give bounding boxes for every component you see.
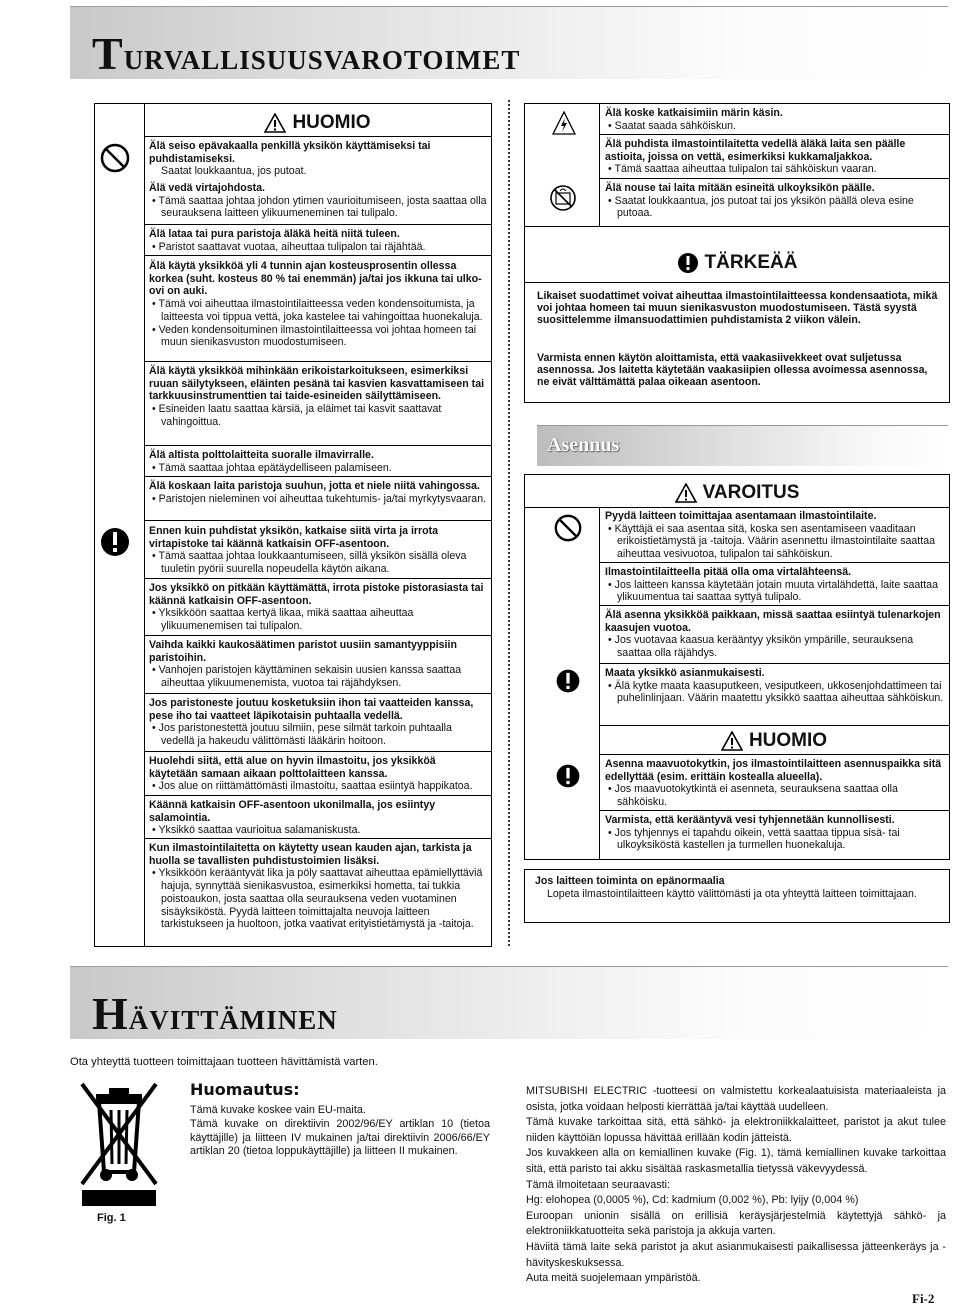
left-entry-9: Vaihda kaikki kaukosäätimen paristot uusiin samantyyppisiin paristoihin. • Vanhojen paristojen käyttäminen sekaisin uusien kanssa saattaa aiheuttaa ylikuumenemista, vuotoa tai räjähdyksen. xyxy=(149,639,487,690)
left-entry-0: Älä seiso epävakaalla penkillä yksikön käyttämiseksi tai puhdistamiseksi. Saatat loukkaantua, jos putoat. xyxy=(149,140,431,178)
left-entry-3: Älä käytä yksikköä yli 4 tunnin ajan kosteusprosentin ollessa korkea (suht. kosteus 80 % tai enemmän) ja/tai jos ikkuna tai ulko-ovi on auki. • Tämä voi aiheuttaa ilmastointilaitteessa veden kondensoitumista, ja laitteesta voi tippua vettä, joka kastelee tai vahingoittaa huonekaluja. • Veden kondensoituminen ilmastointilaitteessa voi johtaa homeen tai muun sienikasvuston muodostumiseen. xyxy=(149,260,487,349)
section-header-disposal xyxy=(70,966,948,1039)
disposal-intro: Ota yhteyttä tuotteen toimittajaan tuotteen hävittämistä varten. xyxy=(70,1056,378,1068)
left-entry-13: Kun ilmastointilaitetta on käytetty usean kauden ajan, tarkista ja huolla se tavallisten puhdistustoimien lisäksi. • Yksikköön kerääntyvät lika ja pöly saattavat aiheuttaa epämiellyttäviä hajuja, synnyttää sienikasvustoa, esimerkiksi hometta, tai tukkia poistoaukon, josta saattaa olla seurauksena veden vuotaminen sisäyksiköstä. Pyydä laitteen toimittajalta neuvoja laitteen tarkistukseen ja huoltoon, jotka vaativat erityistietämystä ja -taitoja. xyxy=(149,842,487,931)
warning-triangle-icon xyxy=(675,483,697,503)
no-water-icon xyxy=(549,184,577,212)
malfunction-content: Jos laitteen toiminta on epänormaalia Lopeta ilmastointilaitteen käyttö välittömästi ja ota yhteyttä laitteen toimittajaan. xyxy=(535,875,917,900)
malfunction-box xyxy=(524,869,950,923)
caution-entry-1: Varmista, että kerääntyvä vesi tyhjennetään kunnollisesti. • Jos tyhjennys ei tapahdu oikein, vettä saattaa tippua sisä- tai ulkoyksiköstä kastellen ja turmellen huonekaluja. xyxy=(605,814,945,852)
warning-header: VAROITUS xyxy=(525,482,949,504)
left-entry-1: Älä vedä virtajohdosta. • Tämä saattaa johtaa johdon ytimen vaurioitumiseen, josta saattaa olla seurauksena laitteen ylikuumeneminen tai tulipalo. xyxy=(149,182,487,220)
warning-entry-2: Älä asenna yksikköä paikkaan, missä saattaa esiintyä tulenarkojen kaasujen vuotoa. • Jos vuotavaa kaasua kerääntyy yksikön ympärille, seurauksena saattaa olla räjähdys. xyxy=(605,609,945,660)
important-paragraph-0: Likaiset suodattimet voivat aiheuttaa ilmastointilaitteessa kondensaatiota, mikä voi johtaa homeen tai muun sienikasvuston muodostumiseen. Tästä syystä suosittelemme ilmansuodattimien puhdistamista 2 viikon välein. xyxy=(537,290,938,326)
column-divider xyxy=(508,100,510,946)
disposal-right-text: MITSUBISHI ELECTRIC -tuotteesi on valmistettu korkealaatuisista materiaaleista ja osista, jotka voidaan helposti kierrättää ja/tai käyttää uudelleen. Tämä kuvake tarkoittaa sitä, että sähkö- ja elektroniikkalaitteet, paristot ja akut tulee niiden käyttöiän lopussa hävittää erillään kodin jätteistä. Jos kuvakkeen alla on kemiallinen kuvake (Fig. 1), tämä kemiallinen kuvake tarkoittaa sitä, että paristo tai akku sisältää raskasmetallia tietyssä väkevyydessä. Tämä ilmoitetaan seuraavasti: Hg: elohopea (0,0005 %), Cd: kadmium (0,002 %), Pb: lyijy (0,004 %) Euroopan unionin sisällä on erillisiä keräysjärjestelmiä käytettyjä sähkö- ja elektroniikkatuotteita sekä paristoja ja akkuja varten. Häviitä tämä laite sekä paristot ja akut asianmukaisesti paikallisessa jätteenkeräys ja -hävityskeskuksessa. Auta meitä suojelemaan ympäristöä. xyxy=(526,1085,946,1285)
warning-triangle-icon xyxy=(721,731,743,751)
caution-header: HUOMIO xyxy=(144,112,491,134)
warning-entry-3: Maata yksikkö asianmukaisesti. • Älä kytke maata kaasuputkeen, vesiputkeen, ukkosenjohdattimeen tai puhelinlinjaan. Väärin maatettu yksikkö saattaa aiheuttaa sähköiskun. xyxy=(605,667,945,705)
left-entry-8: Jos yksikkö on pitkään käyttämättä, irrota pistoke pistorasiasta tai käännä katkaisin OFF-asentoon. • Yksikköön saattaa kertyä likaa, mikä saattaa aiheuttaa ylikuumenemisen tai tulipalon. xyxy=(149,582,487,633)
section-title-safety: TURVALLISUUSVAROTOIMET xyxy=(92,28,521,79)
section-title-disposal: HÄVITTÄMINEN xyxy=(92,988,338,1039)
note-title: Huomautus: xyxy=(190,1080,300,1099)
important-paragraph-1: Varmista ennen käytön aloittamista, että vaakasiivekkeet ovat suljetussa asennossa. Jos laitetta käytetään vaakasiipien ollessa avoimessa asennossa, ne eivät välttämättä palaa oikeaan asentoon. xyxy=(537,352,928,388)
left-entry-5: Älä altista polttolaitteita suoralle ilmavirralle. • Tämä saattaa johtaa epätäydelliseen palamiseen. xyxy=(149,449,487,474)
page-number: Fi-2 xyxy=(912,1291,935,1306)
prohibition-icon xyxy=(99,142,131,174)
left-entry-10: Jos paristoneste joutuu kosketuksiin ihon tai vaatteiden kanssa, pese iho tai vaatteet läpikotaisin puhtaalla vedellä. • Jos paristonestettä joutuu silmiin, pese silmät tarkoin puhtaalla vedellä ja hakeudu välittömästi lääkärin hoitoon. xyxy=(149,697,487,748)
caution-panel-left xyxy=(94,103,492,947)
crossed-bin-icon xyxy=(74,1080,164,1210)
warning-entry-0: Pyydä laitteen toimittajaa asentamaan ilmastointilaite. • Käyttäjä ei saa asentaa sitä, koska sen asentamiseen vaaditaan erikoistietämystä ja -taitoja. Väärin asennettu ilmastointilaite saattaa aiheuttaa vesivuotoa, tulipalon tai sähköiskun. xyxy=(605,510,945,561)
left-entry-12: Käännä katkaisin OFF-asentoon ukonilmalla, jos esiintyy salamointia. • Yksikkö saattaa vaurioitua salamaniskusta. xyxy=(149,799,487,837)
right-entry-0: Älä koske katkaisimiin märin käsin. • Saatat saada sähköiskun. xyxy=(605,107,945,132)
installation-header: Asennus xyxy=(537,425,948,466)
section-header-safety xyxy=(70,6,948,79)
left-entry-2: Älä lataa tai pura paristoja äläkä heitä niitä tuleen. • Paristot saattavat vuotaa, aiheuttaa tulipalon tai räjähtää. xyxy=(149,228,487,253)
right-entry-1: Älä puhdista ilmastointilaitetta vedellä äläkä laita sen päälle astioita, joissa on vettä, esimerkiksi kukkamaljakkoa. • Tämä saattaa aiheuttaa tulipalon tai sähköiskun vaaran. xyxy=(605,138,945,176)
left-entry-11: Huolehdi siitä, että alue on hyvin ilmastoitu, jos yksikköä käytetään samaan aikaan polttolaitteen kanssa. • Jos alue on riittämättömästi ilmastoitu, saattaa esiintyä happikatoa. xyxy=(149,755,487,793)
caution-entry-0: Asenna maavuotokytkin, jos ilmastointilaitteen asennuspaikka sitä edellyttää (esim. erittäin kostealla alueella). • Jos maavuotokytkintä ei asenneta, seurauksena saattaa olla sähköisku. xyxy=(605,758,945,809)
left-entry-4: Älä käytä yksikköä mihinkään erikoistarkoitukseen, esimerkiksi ruuan säilytykseen, eläinten pesänä tai kasvien kasvattamiseen tai tarkkuusinstrumenttien tai taide-esineiden säilyttämiseen. • Esineiden laatu saattaa kärsiä, ja eläimet tai kasvit saattavat vahingoittua. xyxy=(149,365,487,429)
electric-hazard-icon xyxy=(552,111,576,135)
exclamation-icon xyxy=(99,526,131,558)
exclamation-icon xyxy=(677,252,699,274)
left-entry-6: Älä koskaan laita paristoja suuhun, jotta et niele niitä vahingossa. • Paristojen nieleminen voi aiheuttaa tukehtumis- ja/tai myrkytysvaaran. xyxy=(149,480,487,505)
fig-label: Fig. 1 xyxy=(97,1212,126,1224)
prohibition-icon xyxy=(553,513,583,543)
note-text: Tämä kuvake koskee vain EU-maita. Tämä kuvake on direktiivin 2002/96/EY artiklan 10 (tietoa käyttäjille) ja liitteen IV mukainen ja/tai direktiivin 2006/66/EY artiklan 20 (tietoa loppukäyttäjille) ja liitteen II mukainen. xyxy=(190,1104,490,1158)
exclamation-icon xyxy=(555,763,581,789)
right-entry-2: Älä nouse tai laita mitään esineitä ulkoyksikön päälle. • Saatat loukkaantua, jos putoat tai jos yksikön päällä oleva esine putoaa. xyxy=(605,182,945,220)
installation-panel xyxy=(524,474,950,860)
warning-entry-1: Ilmastointilaitteella pitää olla oma virtalähteensä. • Jos laitteen kanssa käytetään jotain muuta virtalähdettä, laite saattaa ylikuumentua tai saattaa syttyä tulipalo. xyxy=(605,566,945,604)
warning-triangle-icon xyxy=(264,113,286,133)
left-entry-7: Ennen kuin puhdistat yksikön, katkaise siitä virta ja irrota virtapistoke tai käännä katkaisin OFF-asentoon. • Tämä saattaa johtaa loukkaantumiseen, sillä yksikön sisällä oleva tuuletin pyörii suurella nopeudella käytön aikana. xyxy=(149,525,487,576)
important-header: TÄRKEÄÄ xyxy=(525,252,949,274)
exclamation-icon xyxy=(555,668,581,694)
caution-header-installation: HUOMIO xyxy=(599,730,949,752)
caution-panel-right xyxy=(524,103,950,403)
